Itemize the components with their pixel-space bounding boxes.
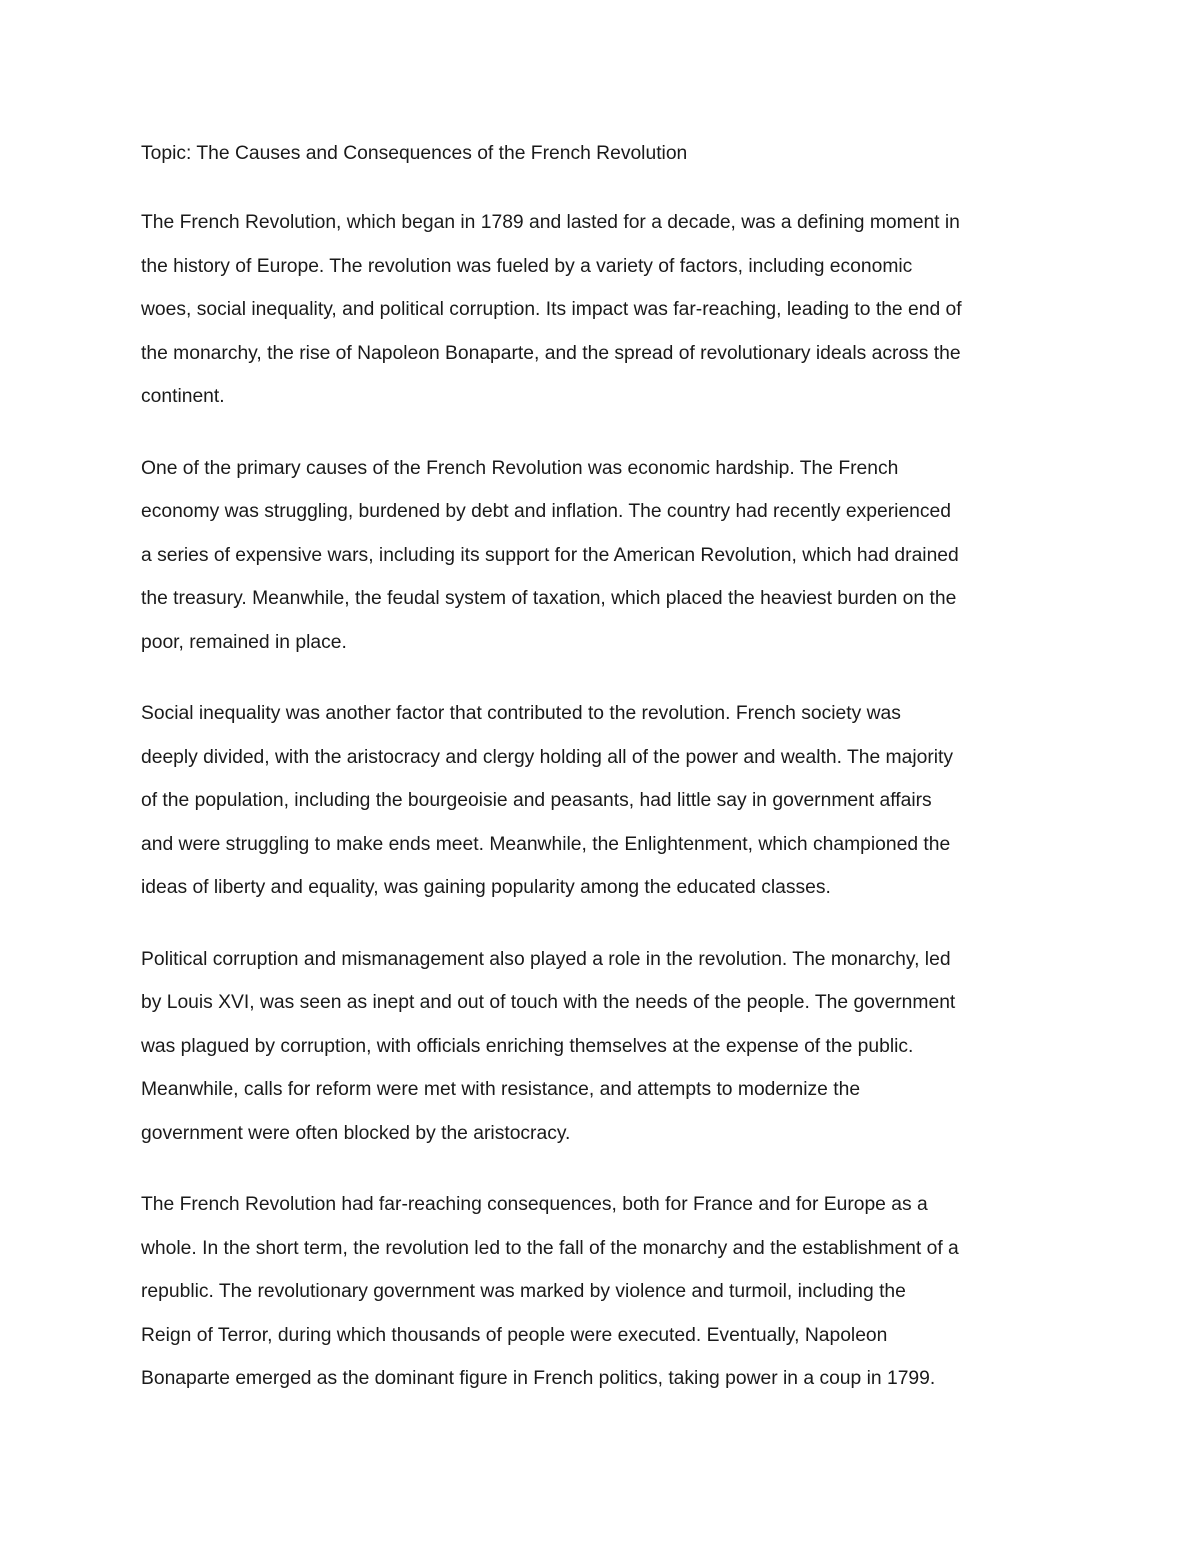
paragraph-line: deeply divided, with the aristocracy and clergy holding all of the power and wealth. The majority	[141, 746, 954, 768]
paragraph-line: a series of expensive wars, including its support for the American Revolution, which had drained	[141, 544, 959, 566]
document-body	[141, 136, 1071, 1429]
paragraph-line: by Louis XVI, was seen as inept and out of touch with the needs of the people. The government	[141, 992, 956, 1013]
paragraph-line: Social inequality was another factor that contributed to the revolution. French society was	[141, 703, 901, 724]
paragraph	[141, 1183, 1071, 1401]
paragraph-line: poor, remained in place.	[141, 631, 347, 653]
paragraph-line: whole. In the short term, the revolution led to the fall of the monarchy and the establishment of a	[141, 1237, 959, 1259]
paragraph-line: economy was struggling, burdened by debt and inflation. The country had recently experienced	[141, 501, 951, 522]
paragraph-line: Bonaparte emerged as the dominant figure in French politics, taking power in a coup in 1799.	[141, 1368, 936, 1389]
paragraph-line: continent.	[141, 386, 225, 407]
paragraph-list	[141, 201, 1071, 1401]
paragraph-line: the history of Europe. The revolution was fueled by a variety of factors, including economic	[141, 255, 913, 277]
document-topic: Topic: The Causes and Consequences of the French Revolution	[141, 143, 688, 164]
paragraph-line: woes, social inequality, and political corruption. Its impact was far-reaching, leading to the end of	[141, 299, 962, 320]
paragraph-line: was plagued by corruption, with officials enriching themselves at the expense of the public.	[141, 1035, 914, 1057]
paragraph	[141, 692, 1071, 910]
paragraph-line: Political corruption and mismanagement also played a role in the revolution. The monarchy, led	[141, 948, 951, 970]
paragraph-line: Reign of Terror, during which thousands of people were executed. Eventually, Napoleon	[141, 1324, 888, 1346]
paragraph-line: and were struggling to make ends meet. Meanwhile, the Enlightenment, which championed the	[141, 833, 951, 855]
paragraph	[141, 447, 1071, 665]
paragraph-line: the monarchy, the rise of Napoleon Bonaparte, and the spread of revolutionary ideals across the	[141, 342, 961, 364]
paragraph-line: ideas of liberty and equality, was gaining popularity among the educated classes.	[141, 877, 831, 898]
paragraph-line: The French Revolution had far-reaching consequences, both for France and for Europe as a	[141, 1194, 928, 1215]
paragraph-line: One of the primary causes of the French Revolution was economic hardship. The French	[141, 457, 899, 479]
paragraph-line: the treasury. Meanwhile, the feudal system of taxation, which placed the heaviest burden on the	[141, 588, 957, 609]
paragraph-line: The French Revolution, which began in 1789 and lasted for a decade, was a defining moment in	[141, 212, 960, 233]
paragraph-line: of the population, including the bourgeoisie and peasants, had little say in government affairs	[141, 790, 932, 811]
paragraph-line: Meanwhile, calls for reform were met with resistance, and attempts to modernize the	[141, 1079, 861, 1100]
paragraph	[141, 201, 1071, 419]
paragraph	[141, 938, 1071, 1156]
paragraph-line: government were often blocked by the aristocracy.	[141, 1122, 571, 1144]
paragraph-line: republic. The revolutionary government was marked by violence and turmoil, including the	[141, 1281, 906, 1302]
